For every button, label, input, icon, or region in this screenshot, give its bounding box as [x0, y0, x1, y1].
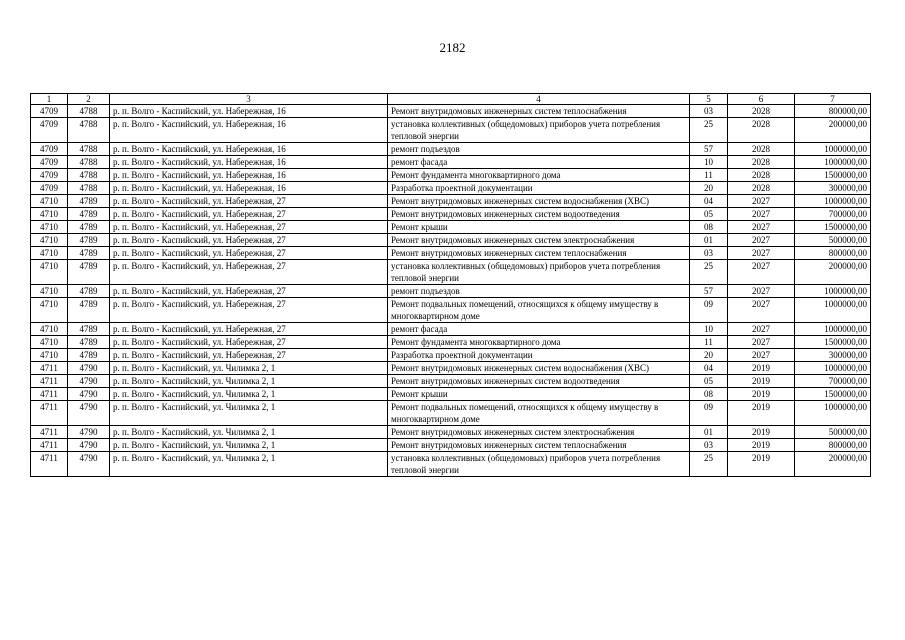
- address-cell: р. п. Волго - Каспийский, ул. Набережная, 27: [110, 247, 388, 260]
- table-row: [31, 247, 871, 260]
- address-cell: р. п. Волго - Каспийский, ул. Набережная, 27: [110, 221, 388, 234]
- work-code-cell: 04: [690, 195, 728, 208]
- cost-cell: 1500000,00: [795, 336, 871, 349]
- year-cell: 2019: [728, 426, 795, 439]
- object-id-cell: 4788: [68, 182, 110, 195]
- address-cell: р. п. Волго - Каспийский, ул. Набережная, 27: [110, 336, 388, 349]
- year-cell: 2028: [728, 105, 795, 118]
- table-row: [31, 349, 871, 362]
- cost-cell: 1000000,00: [795, 156, 871, 169]
- row-number-cell: 4711: [31, 452, 68, 477]
- work-type-cell: Ремонт внутридомовых инженерных систем электроснабжения: [388, 426, 690, 439]
- object-id-cell: 4790: [68, 401, 110, 426]
- cost-cell: 800000,00: [795, 439, 871, 452]
- row-number-cell: 4710: [31, 195, 68, 208]
- table-row: [31, 221, 871, 234]
- address-cell: р. п. Волго - Каспийский, ул. Чилимка 2, 1: [110, 362, 388, 375]
- work-code-cell: 57: [690, 285, 728, 298]
- work-type-cell: ремонт фасада: [388, 323, 690, 336]
- row-number-cell: 4710: [31, 285, 68, 298]
- work-type-cell: Ремонт внутридомовых инженерных систем водоснабжения (ХВС): [388, 195, 690, 208]
- work-type-cell: Ремонт подвальных помещений, относящихся к общему имуществу в многоквартирном доме: [388, 401, 690, 426]
- row-number-cell: 4709: [31, 169, 68, 182]
- object-id-cell: 4789: [68, 285, 110, 298]
- table-row: [31, 336, 871, 349]
- work-type-cell: Ремонт внутридомовых инженерных систем электроснабжения: [388, 234, 690, 247]
- work-type-cell: Ремонт внутридомовых инженерных систем водоотведения: [388, 375, 690, 388]
- work-code-cell: 03: [690, 105, 728, 118]
- work-code-cell: 09: [690, 298, 728, 323]
- object-id-cell: 4790: [68, 362, 110, 375]
- work-type-cell: ремонт подъездов: [388, 143, 690, 156]
- row-number-cell: 4711: [31, 375, 68, 388]
- column-header: 7: [795, 94, 871, 105]
- object-id-cell: 4790: [68, 452, 110, 477]
- table-body: [31, 105, 871, 477]
- address-cell: р. п. Волго - Каспийский, ул. Набережная, 27: [110, 208, 388, 221]
- cost-cell: 1000000,00: [795, 298, 871, 323]
- work-type-cell: установка коллективных (общедомовых) приборов учета потребления тепловой энергии: [388, 118, 690, 143]
- work-code-cell: 09: [690, 401, 728, 426]
- table-row: [31, 388, 871, 401]
- year-cell: 2028: [728, 143, 795, 156]
- address-cell: р. п. Волго - Каспийский, ул. Набережная, 16: [110, 156, 388, 169]
- table-row: [31, 323, 871, 336]
- year-cell: 2027: [728, 260, 795, 285]
- year-cell: 2019: [728, 439, 795, 452]
- table-row: [31, 285, 871, 298]
- year-cell: 2019: [728, 388, 795, 401]
- column-header: 6: [728, 94, 795, 105]
- row-number-cell: 4710: [31, 247, 68, 260]
- object-id-cell: 4789: [68, 260, 110, 285]
- work-type-cell: Разработка проектной документации: [388, 349, 690, 362]
- row-number-cell: 4710: [31, 260, 68, 285]
- object-id-cell: 4789: [68, 208, 110, 221]
- cost-cell: 1500000,00: [795, 388, 871, 401]
- table-row: [31, 182, 871, 195]
- work-type-cell: Ремонт внутридомовых инженерных систем водоотведения: [388, 208, 690, 221]
- row-number-cell: 4709: [31, 143, 68, 156]
- table-row: [31, 156, 871, 169]
- year-cell: 2019: [728, 375, 795, 388]
- table-row: [31, 195, 871, 208]
- address-cell: р. п. Волго - Каспийский, ул. Набережная, 27: [110, 285, 388, 298]
- address-cell: р. п. Волго - Каспийский, ул. Набережная, 16: [110, 105, 388, 118]
- row-number-cell: 4710: [31, 336, 68, 349]
- column-header: 4: [388, 94, 690, 105]
- row-number-cell: 4710: [31, 298, 68, 323]
- work-code-cell: 10: [690, 323, 728, 336]
- work-code-cell: 25: [690, 452, 728, 477]
- table-row: [31, 439, 871, 452]
- year-cell: 2019: [728, 401, 795, 426]
- table-row: [31, 362, 871, 375]
- cost-cell: 500000,00: [795, 426, 871, 439]
- object-id-cell: 4788: [68, 118, 110, 143]
- work-type-cell: ремонт подъездов: [388, 285, 690, 298]
- address-cell: р. п. Волго - Каспийский, ул. Чилимка 2, 1: [110, 388, 388, 401]
- year-cell: 2027: [728, 195, 795, 208]
- cost-cell: 1000000,00: [795, 401, 871, 426]
- cost-cell: 300000,00: [795, 182, 871, 195]
- object-id-cell: 4789: [68, 221, 110, 234]
- cost-cell: 1500000,00: [795, 221, 871, 234]
- object-id-cell: 4788: [68, 105, 110, 118]
- year-cell: 2027: [728, 221, 795, 234]
- work-type-cell: Ремонт крыши: [388, 221, 690, 234]
- work-code-cell: 57: [690, 143, 728, 156]
- cost-cell: 700000,00: [795, 208, 871, 221]
- work-code-cell: 01: [690, 426, 728, 439]
- page-number: 2182: [439, 40, 466, 55]
- table-row: [31, 260, 871, 285]
- row-number-cell: 4710: [31, 208, 68, 221]
- table-row: [31, 118, 871, 143]
- table-row: [31, 426, 871, 439]
- column-header: 5: [690, 94, 728, 105]
- object-id-cell: 4789: [68, 323, 110, 336]
- work-code-cell: 01: [690, 234, 728, 247]
- work-code-cell: 11: [690, 169, 728, 182]
- table-row: [31, 208, 871, 221]
- cost-cell: 1000000,00: [795, 323, 871, 336]
- year-cell: 2028: [728, 182, 795, 195]
- object-id-cell: 4790: [68, 426, 110, 439]
- object-id-cell: 4788: [68, 143, 110, 156]
- work-type-cell: Ремонт крыши: [388, 388, 690, 401]
- row-number-cell: 4709: [31, 156, 68, 169]
- year-cell: 2027: [728, 234, 795, 247]
- address-cell: р. п. Волго - Каспийский, ул. Набережная, 27: [110, 298, 388, 323]
- address-cell: р. п. Волго - Каспийский, ул. Чилимка 2, 1: [110, 439, 388, 452]
- address-cell: р. п. Волго - Каспийский, ул. Набережная, 16: [110, 143, 388, 156]
- object-id-cell: 4789: [68, 349, 110, 362]
- work-type-cell: Ремонт внутридомовых инженерных систем теплоснабжения: [388, 439, 690, 452]
- work-code-cell: 03: [690, 247, 728, 260]
- work-code-cell: 11: [690, 336, 728, 349]
- year-cell: 2027: [728, 285, 795, 298]
- row-number-cell: 4711: [31, 388, 68, 401]
- year-cell: 2027: [728, 349, 795, 362]
- row-number-cell: 4710: [31, 349, 68, 362]
- row-number-cell: 4709: [31, 118, 68, 143]
- year-cell: 2027: [728, 298, 795, 323]
- object-id-cell: 4788: [68, 156, 110, 169]
- row-number-cell: 4710: [31, 323, 68, 336]
- object-id-cell: 4789: [68, 234, 110, 247]
- row-number-cell: 4711: [31, 362, 68, 375]
- cost-cell: 200000,00: [795, 260, 871, 285]
- year-cell: 2027: [728, 336, 795, 349]
- object-id-cell: 4789: [68, 247, 110, 260]
- table-row: [31, 105, 871, 118]
- row-number-cell: 4709: [31, 182, 68, 195]
- table-row: [31, 452, 871, 477]
- column-header: 3: [110, 94, 388, 105]
- work-code-cell: 08: [690, 221, 728, 234]
- address-cell: р. п. Волго - Каспийский, ул. Чилимка 2, 1: [110, 375, 388, 388]
- cost-cell: 200000,00: [795, 118, 871, 143]
- cost-cell: 800000,00: [795, 247, 871, 260]
- address-cell: р. п. Волго - Каспийский, ул. Набережная, 16: [110, 169, 388, 182]
- work-type-cell: установка коллективных (общедомовых) приборов учета потребления тепловой энергии: [388, 260, 690, 285]
- cost-cell: 700000,00: [795, 375, 871, 388]
- year-cell: 2019: [728, 452, 795, 477]
- table-row: [31, 234, 871, 247]
- work-code-cell: 04: [690, 362, 728, 375]
- year-cell: 2019: [728, 362, 795, 375]
- object-id-cell: 4790: [68, 439, 110, 452]
- address-cell: р. п. Волго - Каспийский, ул. Набережная, 16: [110, 182, 388, 195]
- work-type-cell: Ремонт подвальных помещений, относящихся к общему имуществу в многоквартирном доме: [388, 298, 690, 323]
- year-cell: 2028: [728, 169, 795, 182]
- address-cell: р. п. Волго - Каспийский, ул. Набережная, 27: [110, 323, 388, 336]
- year-cell: 2028: [728, 118, 795, 143]
- work-code-cell: 05: [690, 375, 728, 388]
- cost-cell: 1000000,00: [795, 285, 871, 298]
- table-row: [31, 169, 871, 182]
- object-id-cell: 4789: [68, 195, 110, 208]
- cost-cell: 1000000,00: [795, 143, 871, 156]
- address-cell: р. п. Волго - Каспийский, ул. Набережная, 27: [110, 234, 388, 247]
- address-cell: р. п. Волго - Каспийский, ул. Чилимка 2, 1: [110, 401, 388, 426]
- address-cell: р. п. Волго - Каспийский, ул. Набережная, 16: [110, 118, 388, 143]
- work-code-cell: 10: [690, 156, 728, 169]
- work-type-cell: установка коллективных (общедомовых) приборов учета потребления тепловой энергии: [388, 452, 690, 477]
- cost-cell: 1500000,00: [795, 169, 871, 182]
- address-cell: р. п. Волго - Каспийский, ул. Набережная, 27: [110, 195, 388, 208]
- header-row: [31, 94, 871, 105]
- cost-cell: 500000,00: [795, 234, 871, 247]
- object-id-cell: 4790: [68, 388, 110, 401]
- row-number-cell: 4711: [31, 426, 68, 439]
- row-number-cell: 4711: [31, 401, 68, 426]
- row-number-cell: 4710: [31, 234, 68, 247]
- cost-cell: 300000,00: [795, 349, 871, 362]
- work-type-cell: ремонт фасада: [388, 156, 690, 169]
- work-type-cell: Ремонт внутридомовых инженерных систем водоснабжения (ХВС): [388, 362, 690, 375]
- work-code-cell: 20: [690, 349, 728, 362]
- table-row: [31, 298, 871, 323]
- work-code-cell: 05: [690, 208, 728, 221]
- row-number-cell: 4710: [31, 221, 68, 234]
- work-code-cell: 25: [690, 118, 728, 143]
- work-type-cell: Ремонт внутридомовых инженерных систем теплоснабжения: [388, 247, 690, 260]
- work-code-cell: 08: [690, 388, 728, 401]
- column-header: 1: [31, 94, 68, 105]
- works-table: [30, 93, 871, 477]
- cost-cell: 1000000,00: [795, 362, 871, 375]
- work-type-cell: Ремонт фундамента многоквартирного дома: [388, 169, 690, 182]
- object-id-cell: 4789: [68, 298, 110, 323]
- address-cell: р. п. Волго - Каспийский, ул. Набережная, 27: [110, 349, 388, 362]
- work-type-cell: Разработка проектной документации: [388, 182, 690, 195]
- year-cell: 2028: [728, 156, 795, 169]
- cost-cell: 1000000,00: [795, 195, 871, 208]
- row-number-cell: 4711: [31, 439, 68, 452]
- work-code-cell: 20: [690, 182, 728, 195]
- year-cell: 2027: [728, 247, 795, 260]
- address-cell: р. п. Волго - Каспийский, ул. Чилимка 2, 1: [110, 452, 388, 477]
- address-cell: р. п. Волго - Каспийский, ул. Чилимка 2, 1: [110, 426, 388, 439]
- row-number-cell: 4709: [31, 105, 68, 118]
- object-id-cell: 4790: [68, 375, 110, 388]
- work-type-cell: Ремонт фундамента многоквартирного дома: [388, 336, 690, 349]
- object-id-cell: 4788: [68, 169, 110, 182]
- table-row: [31, 143, 871, 156]
- work-code-cell: 25: [690, 260, 728, 285]
- table-row: [31, 401, 871, 426]
- address-cell: р. п. Волго - Каспийский, ул. Набережная, 27: [110, 260, 388, 285]
- table-row: [31, 375, 871, 388]
- object-id-cell: 4789: [68, 336, 110, 349]
- work-code-cell: 03: [690, 439, 728, 452]
- work-type-cell: Ремонт внутридомовых инженерных систем теплоснабжения: [388, 105, 690, 118]
- column-header: 2: [68, 94, 110, 105]
- cost-cell: 200000,00: [795, 452, 871, 477]
- year-cell: 2027: [728, 323, 795, 336]
- year-cell: 2027: [728, 208, 795, 221]
- cost-cell: 800000,00: [795, 105, 871, 118]
